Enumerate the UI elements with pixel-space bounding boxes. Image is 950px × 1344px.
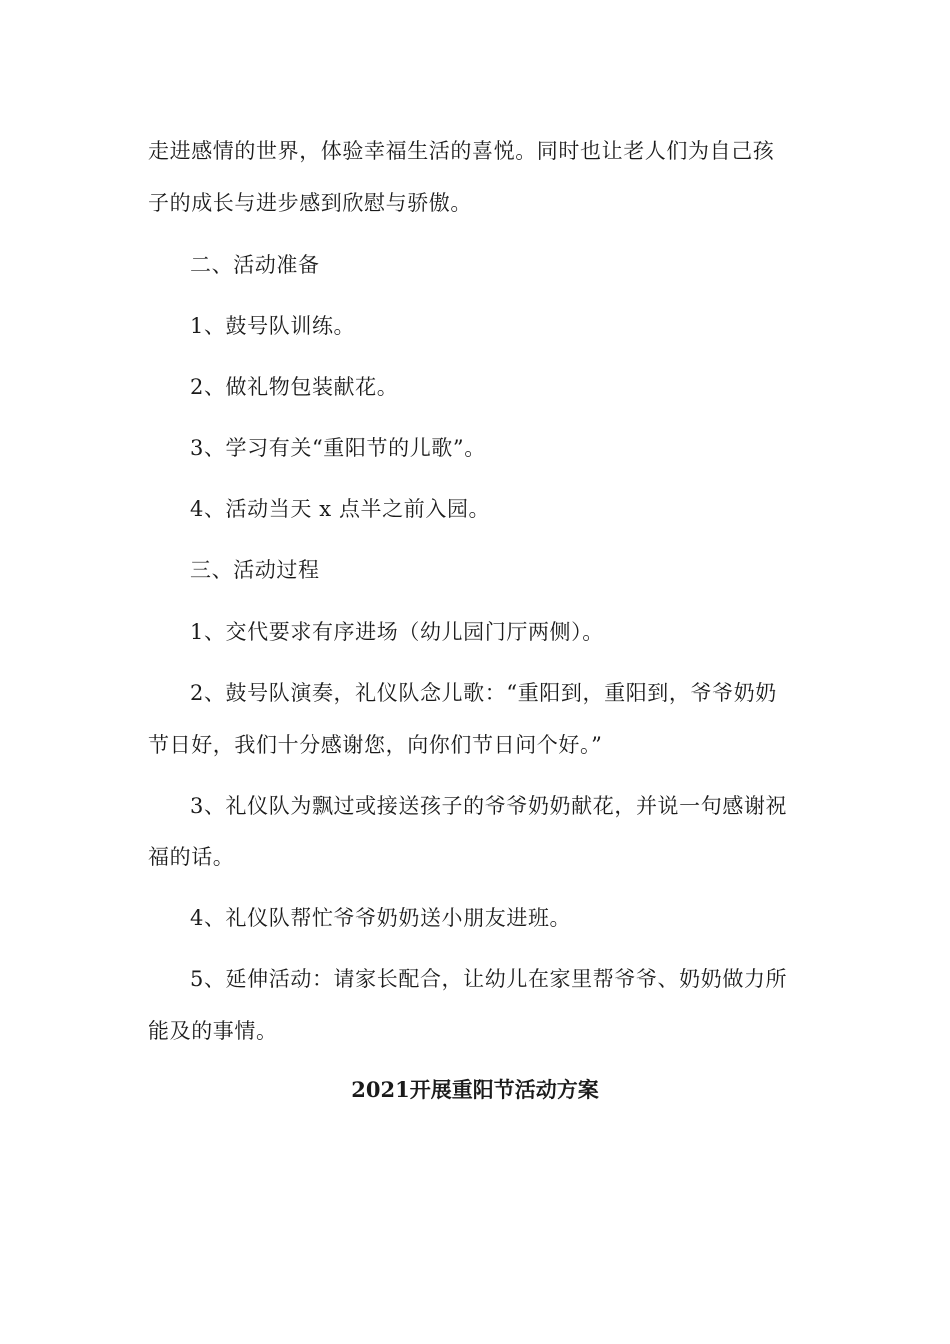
preparation-item-1: 1、鼓号队训练。	[190, 314, 356, 338]
process-item-5-line-1: 5、延伸活动：请家长配合，让幼儿在家里帮爷爷、奶奶做力所	[190, 967, 788, 991]
section-heading-preparation: 二、活动准备	[190, 253, 320, 277]
process-item-3-line-2: 福的话。	[148, 845, 235, 869]
preparation-item-2: 2、做礼物包装献花。	[190, 375, 399, 399]
process-item-2-line-1: 2、鼓号队演奏，礼仪队念儿歌：“重阳到，重阳到，爷爷奶奶	[190, 681, 777, 705]
process-item-1: 1、交代要求有序进场（幼儿园门厅两侧）。	[190, 620, 604, 644]
intro-paragraph-line-2: 子的成长与进步感到欣慰与骄傲。	[148, 191, 472, 215]
preparation-item-4: 4、活动当天 x 点半之前入园。	[190, 497, 491, 521]
next-document-title: 2021开展重阳节活动方案	[351, 1077, 599, 1102]
process-item-3-line-1: 3、礼仪队为飘过或接送孩子的爷爷奶奶献花，并说一句感谢祝	[190, 794, 788, 818]
process-item-5-line-2: 能及的事情。	[148, 1019, 278, 1043]
process-item-4: 4、礼仪队帮忙爷爷奶奶送小朋友进班。	[190, 906, 572, 930]
intro-paragraph-line-1: 走进感情的世界，体验幸福生活的喜悦。同时也让老人们为自己孩	[148, 139, 775, 163]
section-heading-process: 三、活动过程	[190, 558, 320, 582]
preparation-item-3: 3、学习有关“重阳节的儿歌”。	[190, 436, 486, 460]
process-item-2-line-2: 节日好，我们十分感谢您，向你们节日问个好。”	[148, 733, 603, 757]
